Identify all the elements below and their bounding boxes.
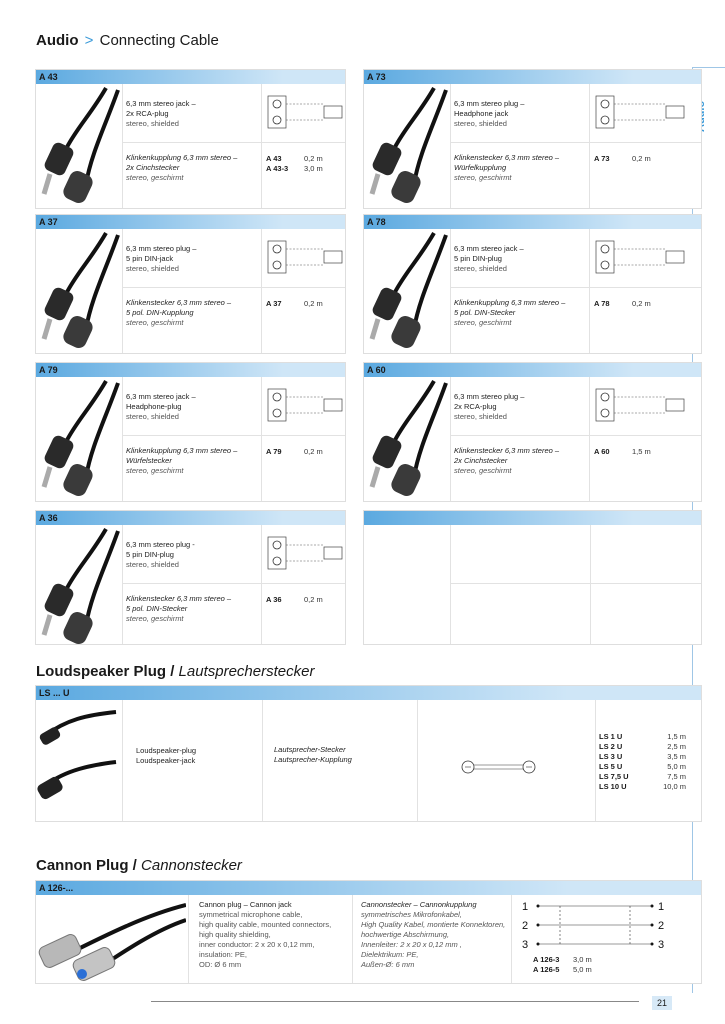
order-code: LS 5 U [599,762,623,771]
description-sub: stereo, geschirmt [126,318,184,327]
description-sub: stereo, shielded [126,119,179,128]
description-sub: stereo, shielded [126,560,179,569]
pin-label: 2 [658,920,665,932]
wiring-diagram [594,90,694,134]
description-de [126,594,231,624]
description-sub: stereo, shielded [126,412,179,421]
description-line: hochwertige Abschirmung, [361,930,450,939]
cable-lengths [636,732,686,792]
description-line: OD: Ø 6 mm [199,960,242,969]
card-header: A 78 [364,215,701,229]
description-de [126,298,231,328]
product-card [35,362,346,502]
description-line: high quality shielding, [199,930,271,939]
cannon-title-slash: / [132,857,137,874]
order-codes [266,299,282,309]
loudspeaker-title-de: Lautsprecherstecker [178,663,315,680]
cable-lengths [304,154,323,174]
order-code: A 43 [266,154,282,163]
description-sub: stereo, geschirmt [126,466,184,475]
order-codes [594,154,610,164]
description-de [274,745,352,765]
description-en [126,540,195,570]
product-photo [36,377,122,501]
description-line: Cannonstecker – Cannonkupplung [361,900,477,909]
cable-length: 3,0 m [304,164,323,173]
order-code: A 79 [266,447,282,456]
product-card [363,214,702,354]
cable-length: 3,5 m [667,752,686,761]
order-code: A 37 [266,299,282,308]
description-line: Klinkenkupplung 6,3 mm stereo – [454,298,566,307]
cable-length: 5,0 m [573,965,592,974]
footer-rule [151,1001,639,1002]
loudspeaker-title-slash: / [170,663,175,680]
order-codes [594,299,610,309]
card-header: A 60 [364,363,701,377]
description-en [454,99,524,129]
description-line: 6,3 mm stereo plug – [454,392,525,401]
order-code: LS 1 U [599,732,623,741]
description-en [126,244,196,274]
order-code: A 78 [594,299,610,308]
product-photo [364,377,450,501]
description-de [126,446,237,476]
description-line: 6,3 mm stereo jack – [126,392,196,401]
page-number: 21 [652,996,672,1010]
description-line: Klinkenstecker 6,3 mm stereo – [126,298,232,307]
cable-lengths [304,447,323,457]
description-line: Loudspeaker-plug [136,746,197,755]
description-line: inner conductor: 2 x 20 x 0,12 mm, [199,940,315,949]
description-line: High Quality Kabel, montierte Konnektoren, [361,920,506,929]
cable-length: 1,5 m [667,732,686,741]
pin-label: 3 [658,939,665,951]
description-line: 5 pin DIN-plug [454,254,502,263]
cable-lengths [632,447,651,457]
order-codes [594,447,610,457]
product-photo [36,700,122,821]
description-line: symmetrisches Mikrofonkabel, [361,910,462,919]
product-card-cannon [35,880,702,984]
description-line: 2x RCA-plug [126,109,169,118]
description-line: 6,3 mm stereo jack – [454,244,524,253]
speaker-wiring-diagram [461,756,546,778]
title-separator: > [84,32,94,49]
order-code: A 36 [266,595,282,604]
product-photo [364,229,450,353]
wiring-diagram [594,235,694,279]
wiring-diagram [266,531,344,575]
cable-length: 3,0 m [573,955,592,964]
description-line: Würfelkupplung [454,163,507,172]
card-header: A 43 [36,70,345,84]
description-sub: stereo, geschirmt [454,466,512,475]
order-code: LS 2 U [599,742,623,751]
card-header: A 79 [36,363,345,377]
description-line: Klinkenkupplung 6,3 mm stereo – [126,153,238,162]
description-sub: stereo, shielded [454,119,507,128]
product-card [35,214,346,354]
description-line: Klinkenstecker 6,3 mm stereo – [126,594,232,603]
description-line: Lautsprecher-Stecker [274,745,346,754]
cable-length: 0,2 m [304,447,323,456]
description-line: Headphone jack [454,109,509,118]
description-line: Klinkenkupplung 6,3 mm stereo – [126,446,238,455]
cannon-title-de: Cannonstecker [141,857,242,874]
description-line: Klinkenstecker 6,3 mm stereo – [454,446,560,455]
description-line: insulation: PE, [199,950,247,959]
description-line: 2x Cinchstecker [454,456,508,465]
description-line: 5 pin DIN-jack [126,254,174,263]
product-card [363,69,702,209]
order-code: A 126-5 [533,965,560,974]
description-line: Innenleiter: 2 x 20 x 0,12 mm , [361,940,462,949]
order-code: LS 7,5 U [599,772,629,781]
page-category: Audio [36,32,79,49]
pin-label: 2 [522,920,529,932]
wiring-diagram [266,90,344,134]
loudspeaker-title-en: Loudspeaker Plug [36,663,167,680]
description-line: 6,3 mm stereo plug – [126,244,197,253]
description-sub: stereo, geschirmt [126,614,184,623]
description-de [454,298,565,328]
description-en [454,244,524,274]
description-line: 6,3 mm stereo plug – [454,99,525,108]
description-sub: stereo, geschirmt [454,173,512,182]
description-line: 6,3 mm stereo jack – [126,99,196,108]
product-card [35,69,346,209]
cable-length: 0,2 m [632,154,651,163]
pin-label: 1 [658,901,665,913]
description-line: 5 pol. DIN-Stecker [454,308,516,317]
product-photo [36,525,122,644]
description-line: 5 pol. DIN-Stecker [126,604,188,613]
description-sub: stereo, shielded [454,412,507,421]
cable-lengths [632,154,651,164]
description-sub: stereo, shielded [126,264,179,273]
order-code: LS 3 U [599,752,623,761]
order-code: A 43-3 [266,164,289,173]
wiring-diagram [266,383,344,427]
description-en [136,746,196,766]
description-de [126,153,237,183]
cannon-section-title [36,857,242,874]
description-line: Loudspeaker-jack [136,756,196,765]
empty-card-header [364,511,701,525]
description-line: 5 pin DIN-plug [126,550,174,559]
product-photo [36,84,122,208]
order-code: A 60 [594,447,610,456]
card-header: A 36 [36,511,345,525]
product-card-ls [35,685,702,822]
product-card [35,510,346,645]
description-line: high quality cable, mounted connectors, [199,920,332,929]
cannon-title-en: Cannon Plug [36,857,129,874]
description-en [199,900,331,970]
cable-length: 7,5 m [667,772,686,781]
cable-lengths [573,955,592,975]
product-card [363,362,702,502]
order-codes [266,447,282,457]
wiring-diagram [266,235,344,279]
description-en [454,392,524,422]
wiring-diagram [594,383,694,427]
description-line: 6,3 mm stereo plug - [126,540,195,549]
description-line: symmetrical microphone cable, [199,910,303,919]
cable-length: 0,2 m [632,299,651,308]
order-code: LS 10 U [599,782,627,791]
order-code: A 73 [594,154,610,163]
description-line: Außen-Ø: 6 mm [361,960,415,969]
pin-label: 3 [522,939,529,951]
cable-lengths [632,299,651,309]
description-line: Headphone-plug [126,402,182,411]
cable-length: 10,0 m [663,782,686,791]
description-line: 2x Cinchstecker [126,163,180,172]
description-line: 2x RCA-plug [454,402,497,411]
cable-length: 0,2 m [304,299,323,308]
product-photo [36,229,122,353]
description-line: Lautsprecher-Kupplung [274,755,352,764]
order-codes [266,154,288,174]
description-de [361,900,505,970]
product-photo [36,895,186,983]
card-header: A 73 [364,70,701,84]
cannon-pin-diagram [520,898,670,954]
cable-lengths [304,299,323,309]
order-code: A 126-3 [533,955,560,964]
description-line: Klinkenstecker 6,3 mm stereo – [454,153,560,162]
description-sub: stereo, shielded [454,264,507,273]
description-sub: stereo, geschirmt [126,173,184,182]
card-header: LS ... U [36,686,701,700]
description-line: Cannon plug – Cannon jack [199,900,292,909]
cable-length: 5,0 m [667,762,686,771]
order-codes [533,955,559,975]
cable-length: 0,2 m [304,154,323,163]
product-photo [364,84,450,208]
cable-lengths [304,595,323,605]
cable-length: 0,2 m [304,595,323,604]
cable-length: 1,5 m [632,447,651,456]
empty-card [363,510,702,645]
description-line: Dielektrikum: PE, [361,950,419,959]
card-header: A 126-... [36,881,701,895]
description-line: Würfelstecker [126,456,172,465]
loudspeaker-section-title [36,663,314,680]
order-codes [599,732,629,792]
cable-length: 2,5 m [667,742,686,751]
description-de [454,446,559,476]
description-en [126,99,196,129]
description-sub: stereo, geschirmt [454,318,512,327]
description-de [454,153,559,183]
card-header: A 37 [36,215,345,229]
description-en [126,392,196,422]
page-subtitle: Connecting Cable [99,32,219,49]
page-title [36,32,219,49]
description-line: 5 pol. DIN-Kupplung [126,308,194,317]
pin-label: 1 [522,901,529,913]
order-codes [266,595,282,605]
